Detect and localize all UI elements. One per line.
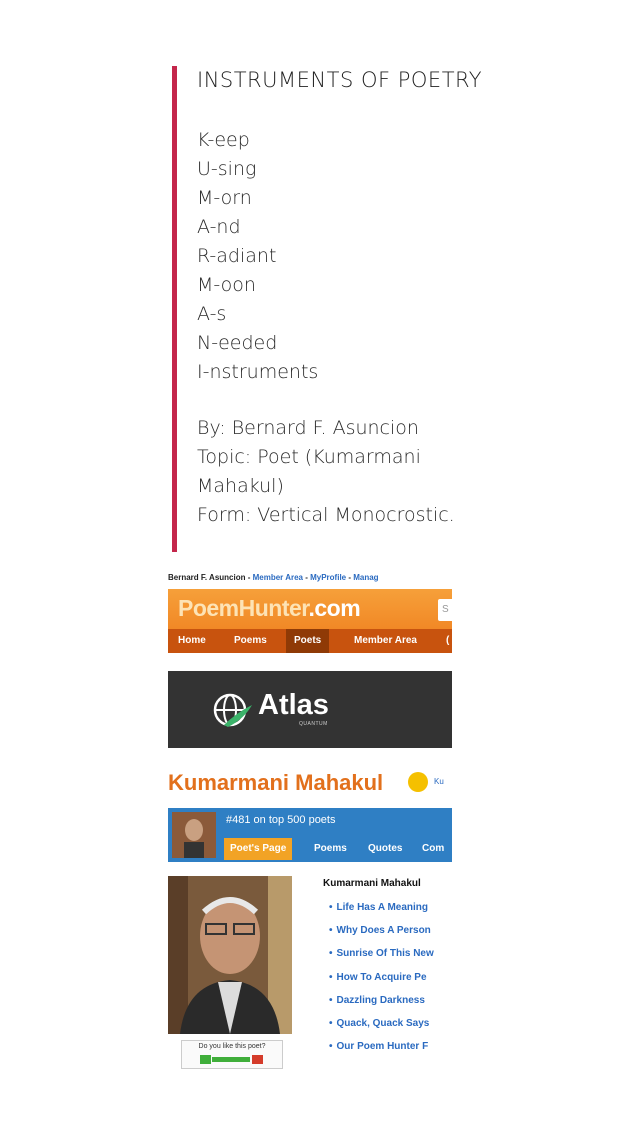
poem-link[interactable]: [323, 896, 452, 919]
bullet-icon: •: [329, 971, 333, 983]
poem-link-label: Sunrise Of This New: [336, 948, 434, 960]
logo-main-text: PoemHunter: [178, 595, 309, 621]
tab-poems[interactable]: Poems: [314, 843, 347, 854]
poem-line: A-s: [197, 303, 227, 325]
poemhunter-logo[interactable]: [178, 595, 360, 622]
rank-text: #481 on top 500 poets: [226, 814, 336, 826]
atlas-brand: Atlas: [258, 689, 329, 721]
poem-meta: [197, 414, 462, 530]
like-ratio-bar: [212, 1057, 250, 1062]
poet-badge-label[interactable]: Ku: [434, 777, 444, 786]
poet-photo: [168, 876, 292, 1034]
poemhunter-header: [168, 589, 452, 653]
poet-name-heading: Kumarmani Mahakul: [168, 770, 384, 795]
tab-comments[interactable]: Com: [422, 843, 445, 854]
poem-title: INSTRUMENTS OF POETRY: [197, 68, 483, 92]
manage-link[interactable]: Manag: [353, 573, 379, 582]
poem-link-label: Dazzling Darkness: [336, 994, 425, 1006]
poem-link-label: How To Acquire Pe: [336, 971, 427, 983]
poem-card: [172, 66, 483, 552]
like-prompt: Do you like this poet?: [198, 1043, 266, 1050]
atlas-subtitle: QUANTUM: [299, 721, 328, 727]
bullet-icon: •: [329, 1041, 333, 1053]
poem-link[interactable]: [323, 919, 452, 942]
logo-domain-text: .com: [308, 595, 361, 621]
bullet-icon: •: [329, 994, 333, 1006]
member-topbar: [168, 570, 452, 586]
globe-icon: [210, 691, 254, 729]
topbar-separator: -: [303, 573, 311, 582]
poem-link-label: Life Has A Meaning: [336, 902, 429, 913]
poem-line: N-eeded: [197, 332, 278, 354]
poem-link-label: Why Does A Person: [336, 925, 431, 937]
poem-line: U-sing: [197, 158, 257, 180]
poet-rank-bar: [168, 808, 452, 862]
poems-list: [323, 896, 452, 1058]
tab-quotes[interactable]: Quotes: [368, 843, 403, 854]
poem-lines: [197, 126, 318, 387]
nav-poems[interactable]: Poems: [234, 635, 267, 646]
poem-author: By: Bernard F. Asuncion: [197, 417, 419, 439]
poem-line: M-oon: [197, 274, 256, 296]
nav-poets[interactable]: Poets: [286, 629, 329, 653]
nav-more[interactable]: (: [446, 635, 450, 646]
poem-link-label: Quack, Quack Says: [336, 1017, 430, 1029]
poet-badge-icon: [408, 772, 428, 792]
like-yes-button[interactable]: [200, 1055, 211, 1064]
poem-line: R-adiant: [197, 245, 277, 267]
poem-form: Form: Vertical Monocrostic.: [197, 504, 455, 526]
topbar-user[interactable]: Bernard F. Asuncion: [168, 573, 246, 582]
nav-member-area[interactable]: Member Area: [354, 635, 417, 646]
like-poet-widget: [181, 1040, 283, 1069]
poem-line: M-orn: [197, 187, 252, 209]
bullet-icon: •: [329, 1017, 333, 1029]
poem-line: I-nstruments: [197, 361, 319, 383]
poems-heading: Kumarmani Mahakul: [323, 878, 421, 889]
bullet-icon: •: [329, 902, 333, 913]
tab-poets-page[interactable]: Poet's Page: [224, 838, 292, 860]
poem-link[interactable]: [323, 966, 452, 989]
poem-link[interactable]: [323, 1035, 452, 1058]
topbar-separator: -: [245, 573, 253, 582]
search-input[interactable]: S: [438, 599, 452, 621]
poem-link[interactable]: [323, 989, 452, 1012]
poem-line: K-eep: [197, 129, 250, 151]
like-no-button[interactable]: [252, 1055, 263, 1064]
my-profile-link[interactable]: MyProfile: [310, 573, 347, 582]
poem-topic: Topic: Poet (Kumarmani Mahakul): [197, 446, 421, 497]
bullet-icon: •: [329, 925, 333, 937]
poem-link[interactable]: [323, 942, 452, 965]
main-nav: [168, 629, 452, 653]
nav-home[interactable]: Home: [178, 635, 206, 646]
poem-link-label: Our Poem Hunter F: [336, 1041, 429, 1053]
member-area-link[interactable]: Member Area: [252, 573, 303, 582]
poem-link[interactable]: [323, 1012, 452, 1035]
atlas-ad-banner[interactable]: [168, 671, 452, 748]
poem-line: A-nd: [197, 216, 241, 238]
bullet-icon: •: [329, 948, 333, 960]
topbar-separator: -: [346, 573, 354, 582]
poet-thumbnail: [172, 812, 216, 858]
